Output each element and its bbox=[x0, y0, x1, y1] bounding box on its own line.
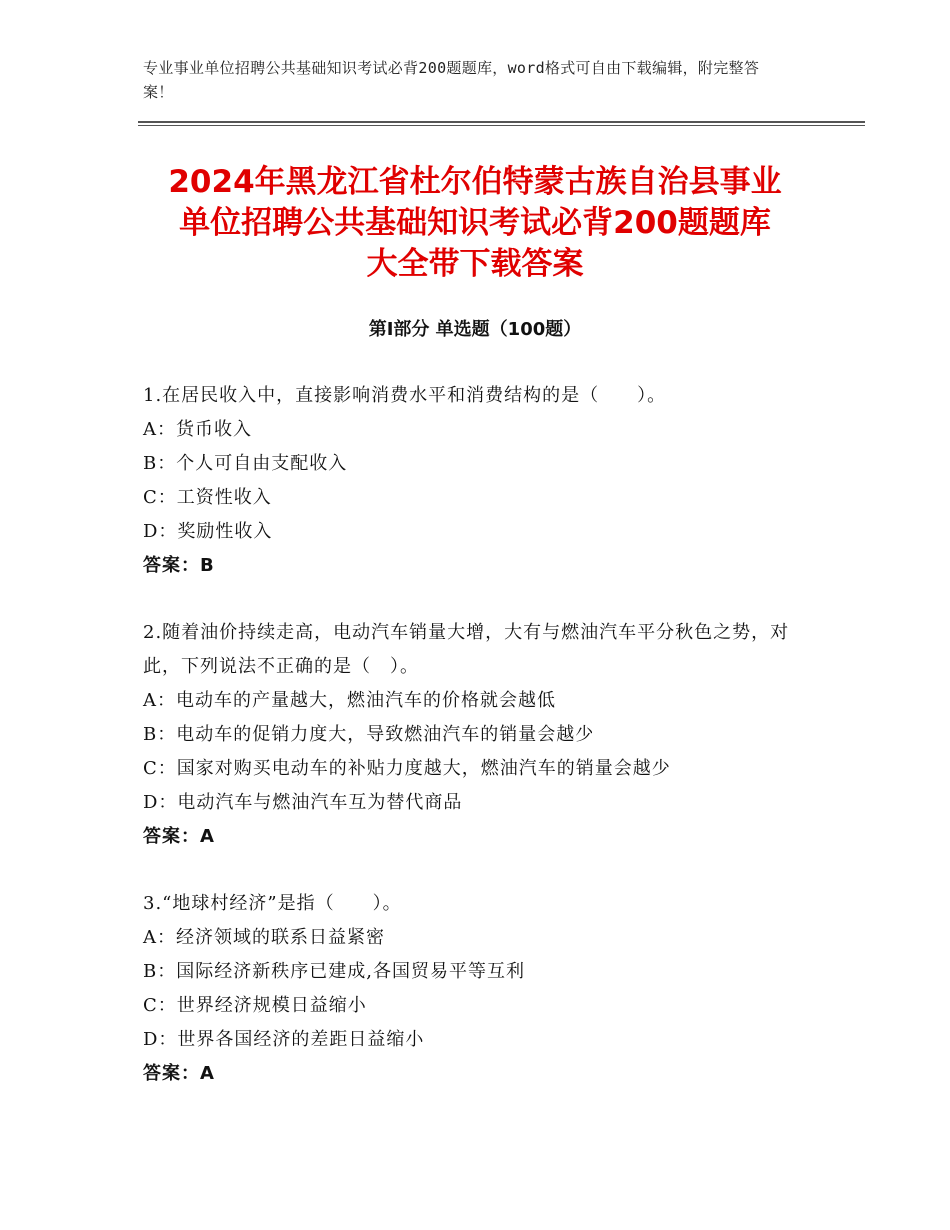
header-rule bbox=[138, 121, 865, 123]
document-title bbox=[110, 162, 840, 285]
option-c: C：国家对购买电动车的补贴力度越大，燃油汽车的销量会越少 bbox=[143, 758, 671, 779]
question-1 bbox=[143, 379, 823, 583]
answer: 答案：A bbox=[143, 1063, 215, 1084]
option-b: B：个人可自由支配收入 bbox=[143, 453, 348, 474]
title-line: 2024年黑龙江省杜尔伯特蒙古族自治县事业 bbox=[168, 164, 782, 200]
question-stem: 3.“地球村经济”是指（ ）。 bbox=[143, 893, 402, 914]
header-note: 专业事业单位招聘公共基础知识考试必背200题题库，word格式可自由下载编辑，附完整答案！ bbox=[143, 59, 760, 101]
option-c: C：世界经济规模日益缩小 bbox=[143, 995, 367, 1016]
option-a: A：货币收入 bbox=[143, 419, 252, 440]
header-rule-thin bbox=[138, 125, 865, 126]
option-d: D：世界各国经济的差距日益缩小 bbox=[143, 1029, 425, 1050]
option-a: A：经济领域的联系日益紧密 bbox=[143, 927, 385, 948]
section-heading: 第Ⅰ部分 单选题（100题） bbox=[368, 319, 582, 340]
option-a: A：电动车的产量越大，燃油汽车的价格就会越低 bbox=[143, 690, 556, 711]
answer: 答案：A bbox=[143, 826, 215, 847]
question-list bbox=[143, 379, 823, 1124]
option-b: B：电动车的促销力度大，导致燃油汽车的销量会越少 bbox=[143, 724, 595, 745]
question-2 bbox=[143, 616, 823, 854]
option-b: B：国际经济新秩序已建成,各国贸易平等互利 bbox=[143, 961, 525, 982]
question-stem: 1.在居民收入中，直接影响消费水平和消费结构的是（ ）。 bbox=[143, 385, 667, 406]
question-3 bbox=[143, 887, 823, 1091]
option-d: D：电动汽车与燃油汽车互为替代商品 bbox=[143, 792, 463, 813]
option-c: C：工资性收入 bbox=[143, 487, 272, 508]
title-line: 单位招聘公共基础知识考试必背200题题库 bbox=[179, 205, 771, 241]
title-line: 大全带下载答案 bbox=[366, 246, 584, 282]
option-d: D：奖励性收入 bbox=[143, 521, 273, 542]
answer: 答案：B bbox=[143, 555, 215, 576]
question-stem: 2.随着油价持续走高，电动汽车销量大增，大有与燃油汽车平分秋色之势，对此，下列说法不正确的是（ ）。 bbox=[143, 622, 790, 677]
